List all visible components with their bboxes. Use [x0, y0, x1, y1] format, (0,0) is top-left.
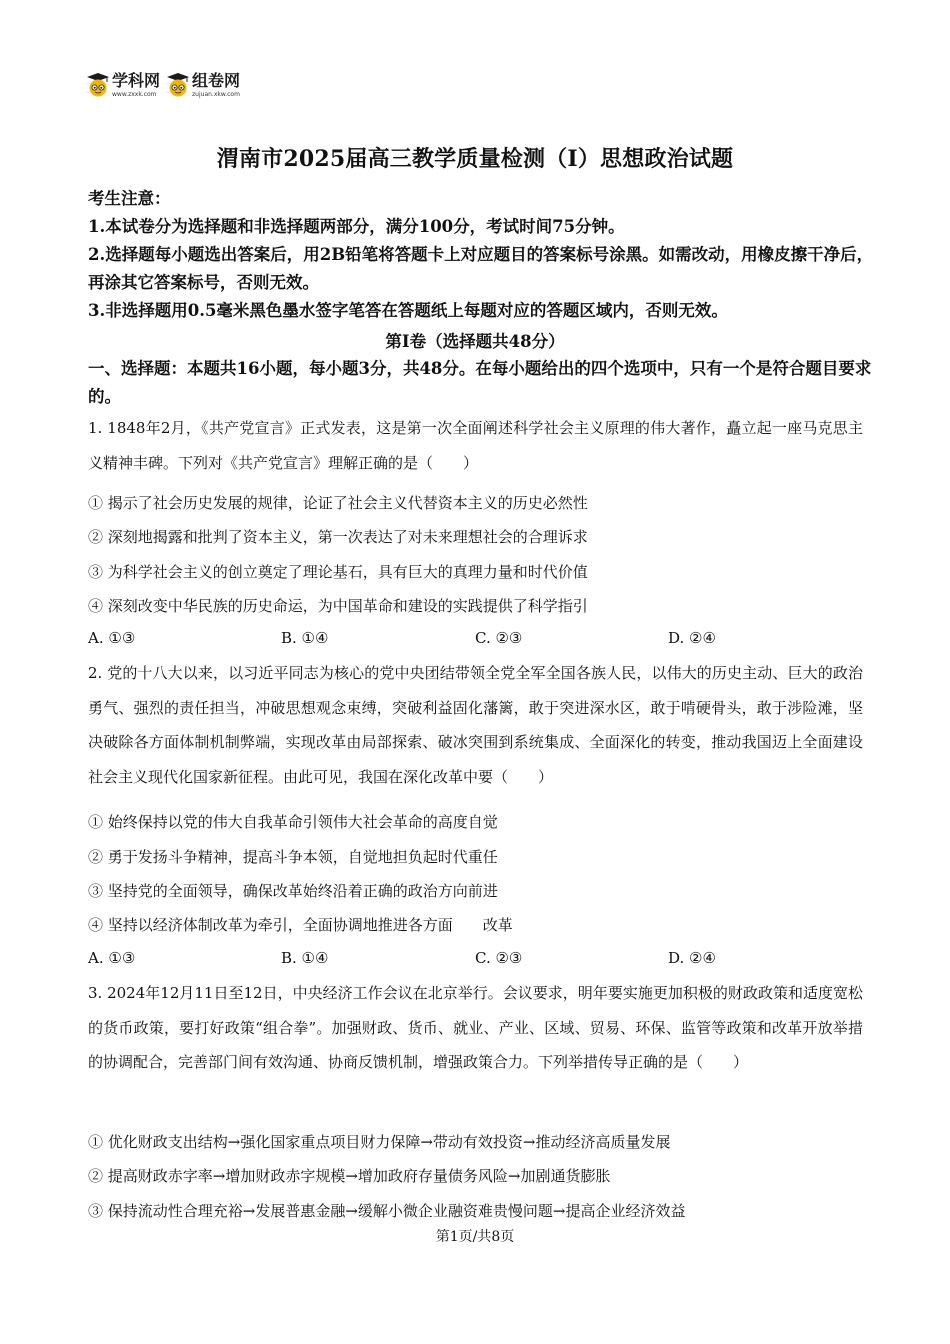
question-option: ② 提高财政赤字率→增加财政赤字规模→增加政府存量债务风险→加剧通货膨胀 [88, 1167, 611, 1185]
choice-b: B. ①④ [281, 629, 329, 647]
choice-a: A. ①③ [88, 949, 136, 967]
choice-d: D. ②④ [668, 949, 716, 967]
logo-zxxk [86, 72, 160, 99]
mascot-icon [86, 72, 110, 98]
part-title: 第I卷（选择题共48分） [385, 332, 565, 351]
question-option: ① 始终保持以党的伟大自我革命引领伟大社会革命的高度自觉 [88, 813, 498, 831]
logo-url: zujuan.xkw.com [192, 91, 240, 98]
question-stem: 1. 1848年2月，《共产党宣言》正式发表，这是第一次全面阐述科学社会主义原理的伟大著作，矗立起一座马克思主义精神丰碑。下列对《共产党宣言》理解正确的是（ ） [88, 419, 863, 472]
question-option: ② 深刻地揭露和批判了资本主义，第一次表达了对未来理想社会的合理诉求 [88, 528, 588, 546]
notice-item: 1.本试卷分为选择题和非选择题两部分，满分100分，考试时间75分钟。 [88, 217, 625, 236]
notice-item: 2.选择题每小题选出答案后，用2B铅笔将答题卡上对应题目的答案标号涂黑。如需改动，用橡皮擦干净后，再涂其它答案标号，否则无效。 [88, 245, 874, 292]
header-logos [86, 72, 240, 104]
question-option: ④ 深刻改变中华民族的历史命运，为中国革命和建设的实践提供了科学指引 [88, 597, 588, 615]
question-stem: 2. 党的十八大以来，以习近平同志为核心的党中央团结带领全党全军全国各族人民，以伟大的历史主动、巨大的政治勇气、强烈的责任担当，冲破思想观念束缚，突破利益固化藩篱，敢于突进深水区，敢于啃硬骨头，敢于涉险滩，坚决破除各方面体制机制弊端，实现改革由局部探索、破冰突围到系统集成、全面深化的转变，推动我国迈上全面建设社会主义现代化国家新征程。由此可见，我国在深化改革中要（ ） [88, 664, 863, 786]
question-option: ② 勇于发扬斗争精神，提高斗争本领，自觉地担负起时代重任 [88, 848, 498, 866]
question-option: ① 揭示了社会历史发展的规律，论证了社会主义代替资本主义的历史必然性 [88, 494, 588, 512]
question-option: ③ 为科学社会主义的创立奠定了理论基石，具有巨大的真理力量和时代价值 [88, 563, 588, 581]
choice-d: D. ②④ [668, 629, 716, 647]
choice-c: C. ②③ [475, 629, 523, 647]
page-number: 第1页/共8页 [435, 1229, 515, 1245]
mascot-icon [166, 72, 190, 98]
question-stem: 3. 2024年12月11日至12日，中央经济工作会议在北京举行。会议要求，明年要实施更加积极的财政政策和适度宽松的货币政策，要打好政策“组合拳”。加强财政、货币、就业、产业、区域、贸易、环保、监管等政策和改革开放举措的协调配合，完善部门间有效沟通、协商反馈机制，增强政策合力。下列举措传导正确的是（ ） [88, 984, 863, 1071]
choice-a: A. ①③ [88, 629, 136, 647]
logo-name: 组卷网 [192, 71, 241, 90]
choice-b: B. ①④ [281, 949, 329, 967]
question-option: ① 优化财政支出结构→强化国家重点项目财力保障→带动有效投资→推动经济高质量发展 [88, 1133, 671, 1151]
section-heading: 一、选择题：本题共16小题，每小题3分，共48分。在每小题给出的四个选项中，只有一个是符合题目要求的。 [88, 359, 872, 406]
notice-item: 3.非选择题用0.5毫米黑色墨水签字笔答在答题纸上每题对应的答题区域内，否则无效。 [88, 301, 728, 320]
notice-heading: 考生注意： [88, 189, 171, 208]
logo-name: 学科网 [112, 71, 161, 90]
question-option: ④ 坚持以经济体制改革为牵引，全面协调地推进各方面 改革 [88, 916, 513, 934]
question-option: ③ 坚持党的全面领导，确保改革始终沿着正确的政治方向前进 [88, 882, 498, 900]
choice-c: C. ②③ [475, 949, 523, 967]
page-title: 渭南市2025届高三教学质量检测（I）思想政治试题 [216, 146, 734, 172]
logo-url: www.zxxk.com [112, 91, 157, 98]
question-option: ③ 保持流动性合理充裕→发展普惠金融→缓解小微企业融资难贵慢问题→提高企业经济效益 [88, 1202, 686, 1220]
logo-zujuan [166, 72, 240, 99]
